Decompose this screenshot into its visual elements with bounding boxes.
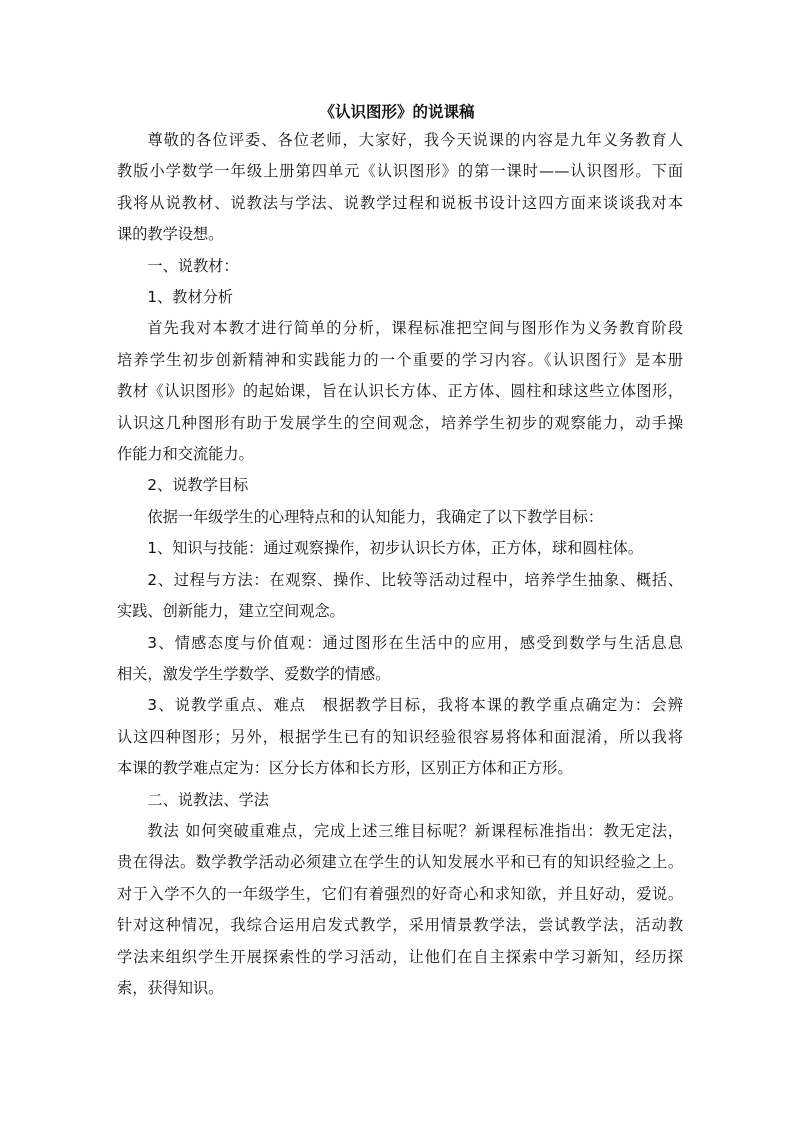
paragraph-line: 培养学生初步创新精神和实践能力的一个重要的学习内容。《认识图行》是本册	[117, 350, 683, 369]
paragraph	[117, 313, 683, 470]
paragraph	[117, 628, 683, 691]
paragraph-line: 教材《认识图形》的起始课，旨在认识长方体、正方体、圆柱和球这些立体图形，	[117, 382, 683, 401]
paragraph-line: 依据一年级学生的心理特点和的认知能力，我确定了以下教学目标：	[147, 507, 604, 526]
paragraph	[117, 785, 683, 816]
paragraph-line: 相关，激发学生学数学、爱数学的情感。	[117, 664, 391, 683]
paragraph-line: 实践、创新能力，建立空间观念。	[117, 602, 345, 621]
paragraph	[117, 502, 683, 533]
paragraph-line: 学法来组织学生开展探索性的学习活动，让他们在自主探索中学习新知，经历探	[117, 947, 683, 966]
paragraph	[117, 470, 683, 501]
paragraph	[117, 533, 683, 564]
paragraph-line: 二、说教法、学法	[147, 790, 269, 809]
document-body	[117, 125, 683, 1004]
paragraph-line: 1、知识与技能：通过观察操作，初步认识长方体，正方体，球和圆柱体。	[147, 539, 644, 558]
paragraph-line: 本课的教学难点定为：区分长方体和长方形，区别正方体和正方形。	[117, 759, 573, 778]
paragraph-line: 首先我对本教才进行简单的分析，课程标准把空间与图形作为义务教育阶段	[147, 319, 683, 338]
paragraph-line: 3、说教学重点、难点 根据教学目标，我将本课的教学重点确定为：会辨	[147, 696, 683, 715]
paragraph	[117, 565, 683, 628]
paragraph	[117, 282, 683, 313]
paragraph-line: 教法 如何突破重难点，完成上述三维目标呢？新课程标准指出：教无定法，	[147, 821, 683, 840]
paragraph-line: 3、情感态度与价值观：通过图形在生活中的应用，感受到数学与生活息息	[147, 633, 683, 652]
paragraph	[117, 251, 683, 282]
paragraph-line: 针对这种情况，我综合运用启发式教学，采用情景教学法，尝试教学法，活动教	[117, 916, 683, 935]
document-title: 《认识图形》的说课稿	[319, 103, 475, 121]
paragraph-line: 认识这几种图形有助于发展学生的空间观念，培养学生初步的观察能力，动手操	[117, 413, 683, 432]
paragraph-line: 2、说教学目标	[147, 476, 249, 495]
paragraph-line: 贵在得法。数学教学活动必须建立在学生的认知发展水平和已有的知识经验之上。	[117, 853, 683, 872]
paragraph	[117, 690, 683, 784]
paragraph	[117, 816, 683, 1004]
paragraph-line: 对于入学不久的一年级学生，它们有着强烈的好奇心和求知欲，并且好动，爱说。	[117, 884, 683, 903]
paragraph-line: 2、过程与方法：在观察、操作、比较等活动过程中，培养学生抽象、概括、	[147, 570, 683, 589]
paragraph-line: 教版小学数学一年级上册第四单元《认识图形》的第一课时——认识图形。下面	[117, 162, 683, 181]
paragraph-line: 尊敬的各位评委、各位老师，大家好，我今天说课的内容是九年义务教育人	[147, 131, 683, 149]
paragraph-line: 作能力和交流能力。	[117, 445, 254, 464]
paragraph-line: 索，获得知识。	[117, 978, 224, 997]
paragraph-line: 1、教材分析	[147, 288, 233, 307]
paragraph-line: 课的教学设想。	[117, 225, 224, 244]
paragraph-line: 一、说教材：	[147, 256, 239, 275]
paragraph-line: 我将从说教材、说教法与学法、说教学过程和说板书设计这四方面来谈谈我对本	[117, 193, 683, 212]
paragraph-line: 认这四种图形；另外，根据学生已有的知识经验很容易将体和面混淆，所以我将	[117, 727, 683, 746]
paragraph	[117, 125, 683, 251]
